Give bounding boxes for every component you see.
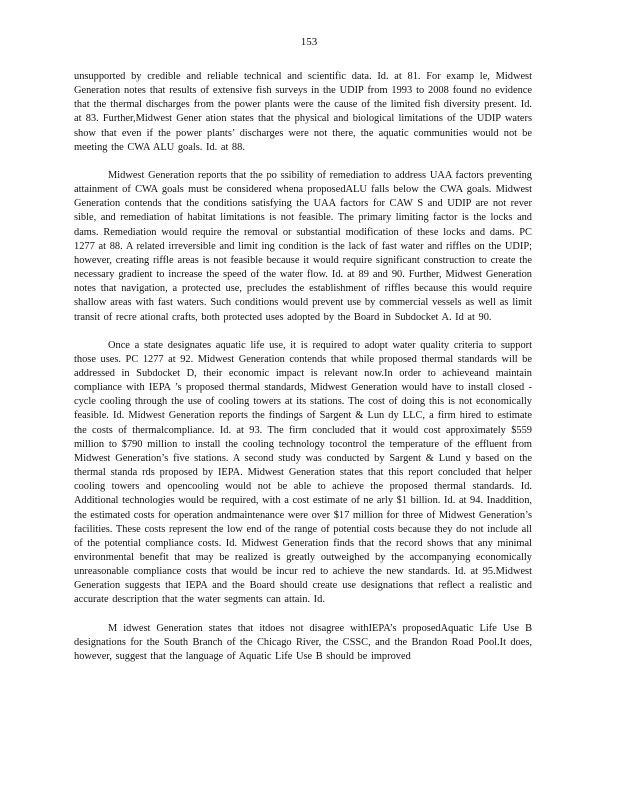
paragraph-4: M idwest Generation states that itdoes not disagree withIEPA’s proposedAquatic Life Use B designations for the South Branch of the Chicago River, the CSSC, and the Brandon Road Pool.It does, however, suggest that the language of Aquatic Life Use B should be improved: [74, 622, 532, 662]
page-number: 153: [300, 36, 318, 48]
paragraph-2: Midwest Generation reports that the po ssibility of remediation to address UAA factors preventing attainment of CWA goals must be considered whena proposedALU falls below the CWA goals. Midwest Generation contends that the conditions satisfying the UAA factors for CAW S and UDIP are not rever sible, and remediation of habitat limitations is not feasible. The primary limiting factor is the locks and dams. Remediation would require the removal or substantial modification of these locks and dams. PC 1277 at 88. A related irreversible and limit ing condition is the lack of fast water and riffles on the UDIP; however, creating riffle areas is not feasible because it would require significant construction to create the necessary gradient to increase the speed of the water flow. Id. at 89 and 90. Further, Midwest Generation notes that navigation, a protected use, precludes the establishment of riffles because this would require shallow areas with fast waters. Such conditions would prevent use by commercial vessels as well as limit transit of recre ational crafts, both protected uses adopted by the Board in Subdocket A. Id at 90.: [74, 169, 532, 323]
paragraph-3: Once a state designates aquatic life use, it is required to adopt water quality criteria to support those uses. PC 1277 at 92. Midwest Generation contends that while proposed thermal standards will be addressed in Subdocket D, their economic impact is relevant now.In order to achieveand maintain compliance with IEPA ’s proposed thermal standards, Midwest Generation would have to install closed -cycle cooling through the use of cooling towers at its stations. The cost of doing this is not economically feasible. Id. Midwest Generation reports the findings of Sargent & Lun dy LLC, a firm hired to estimate the costs of thermalcompliance. Id. at 93. The firm concluded that it would cost approximately $559 million to $790 million to install the cooling technology tocontrol the temperature of the effluent from Midwest Generation’s five stations. A second study was conducted by Sargent & Lund y based on the thermal standa rds proposed by IEPA. Midwest Generation states that this report concluded that helper cooling towers and opencooling would not be able to achieve the proposed thermal standards. Id. Additional technologies would be required, with a cost estimate of ne arly $1 billion. Id. at 94. Inaddition, the estimated costs for operation andmaintenance were over $17 million for three of Midwest Generation’s facilities. These costs represent the low end of the range of potential costs because they do not include all of the potential compliance costs. Id. Midwest Generation finds that the record shows that any minimal environmental benefit that may be realized is greatly outweighed by the accompanying economically unreasonable compliance costs that would be incur red to achieve the new standards. Id. at 95.Midwest Generation suggests that IEPA and the Board should create use designations that reflect a realistic and accurate description that the water segments can attain. Id.: [74, 339, 532, 606]
paragraph-1: unsupported by credible and reliable technical and scientific data. Id. at 81. For examp le, Midwest Generation notes that results of extensive fish surveys in the UDIP from 1993 to 2008 found no evidence that the thermal discharges from the power plants were the cause of the limited fish diversity present. Id. at 83. Further,Midwest Gener ation states that the physical and biological limitations of the UDIP waters show that even if the power plants’ discharges were not there, the aquatic communities would not be meeting the CWA ALU goals. Id. at 88.: [74, 71, 532, 153]
document-body: [74, 70, 532, 678]
